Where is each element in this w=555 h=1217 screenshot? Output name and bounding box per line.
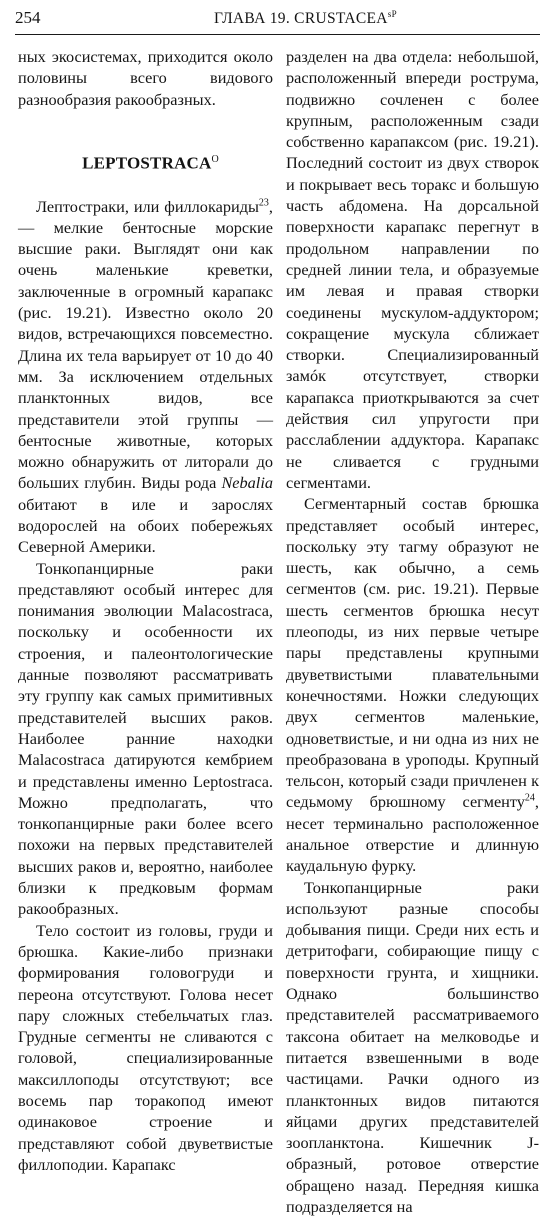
paragraph: разделен на два отдела: небольшой, расположенный впереди рострума, подвижно сочленен с более крупным, расположенным сзади собственно карапаксом (рис. 19.21). Последний состоит из двух створок и покрывает весь торакс и большую часть абдомена. На дорсальной поверхности карапакс перегнут в продольном направлении по средней линии тела, и образуемые им левая и правая створки соединены мускулом-аддуктором; сокращение мускула сближает створки. Специализированный замóк отсутствует, створки карапакса приоткрываются за счет действия сил упругости при расслаблении аддуктора. Карапакс не сливается с грудными сегментами. — [286, 47, 539, 492]
section-heading-text: LEPTOSTRACA — [82, 153, 212, 173]
paragraph: Тонкопанцирные раки используют разные способы добывания пищи. Среди них есть и детритофаги, собирающие пищу с поверхности грунта, и хищники. Однако большинство представителей рассматриваемого таксона обитает на мелководье и питается взвешенными в воде частицами. Рачки одного из планктонных видов питаются яйцами других представителей зоопланктона. Кишечник J-образный, ротовое отверстие обращено назад. Передняя кишка подразделяется на — [286, 877, 539, 1217]
left-column — [18, 46, 273, 1175]
paragraph — [18, 196, 273, 558]
right-column — [286, 46, 539, 1217]
page-number: 254 — [15, 8, 41, 27]
running-head — [214, 9, 397, 28]
genus-name: Nebalia — [221, 473, 273, 493]
footnote-ref: 23 — [258, 197, 269, 209]
paragraph: ных экосистемах, приходится около половины всего видового разнообразия ракообразных. — [18, 47, 273, 109]
paragraph-text: , несет терминально расположенное анальное отверстие и длинную каудальную фурку. — [286, 792, 539, 876]
paragraph-text: обитают в иле и зарослях водорослей на обоих побережьях Северной Америки. — [18, 494, 273, 557]
chapter-title: ГЛАВА 19. CRUSTACEA — [214, 10, 388, 28]
header-rule — [15, 34, 540, 35]
paragraph-text: Сегментарный состав брюшка представляет особый интерес, поскольку эту тагму образуют не шесть, как обычно, а семь сегментов (см. рис. 19.21). Первые шесть сегментов брюшка несут плеоподы, из них первые четыре пары представлены крупными двуветвистыми плавательными конечностями. Ножки следующих двух сегментов маленькие, одноветвистые, и ни одна из них не преобразована в уроподы. Крупный тельсон, который сзади причленен к седьмому брюшному сегменту — [286, 494, 539, 812]
section-heading — [18, 149, 273, 174]
paragraph-text: , — мелкие бентосные морские высшие раки. Выглядят они как очень маленькие креветки, заключенные в огромный карапакс (рис. 19.21). Известно около 20 видов, встречающихся повсеместно. Длина их тела варьирует от 10 до 40 мм. За исключением отдельных планктонных видов, все представители этой группы — бентосные животные, которых можно обнаружить от литорали до больших глубин. Виды рода — [18, 196, 273, 493]
paragraph — [286, 493, 539, 876]
paragraph: Тело состоит из головы, груди и брюшка. Какие-либо признаки формирования головогруди и переона отсутствуют. Голова несет пару сложных стебельчатых глаз. Грудные сегменты не сливаются с головой, специализированные максиллоподы отсутствуют; все восемь пар торакопод имеют одинаковое строение и представляют собой двуветвистые филлоподии. Карапакс — [18, 920, 273, 1174]
paragraph: Тонкопанцирные раки представляют особый интерес для понимания эволюции Malacostraca, поскольку и особенности их строения, и палеонтологические данные позволяют рассматривать эту группу как самых примитивных представителей высших раков. Наиболее ранние находки Malacostraca датируются кембрием и представлены именно Leptostraca. Можно предполагать, что тонкопанцирные раки более всего похожи на первых представителей высших раков и, вероятно, наиболее близки к предковым формам ракообразных. — [18, 558, 273, 919]
page-header — [15, 8, 540, 32]
chapter-title-superscript: sP — [387, 9, 397, 19]
footnote-ref: 24 — [524, 792, 535, 804]
paragraph-text: Лептостраки, или филлокариды — [36, 196, 259, 216]
section-heading-superscript: O — [211, 153, 219, 165]
